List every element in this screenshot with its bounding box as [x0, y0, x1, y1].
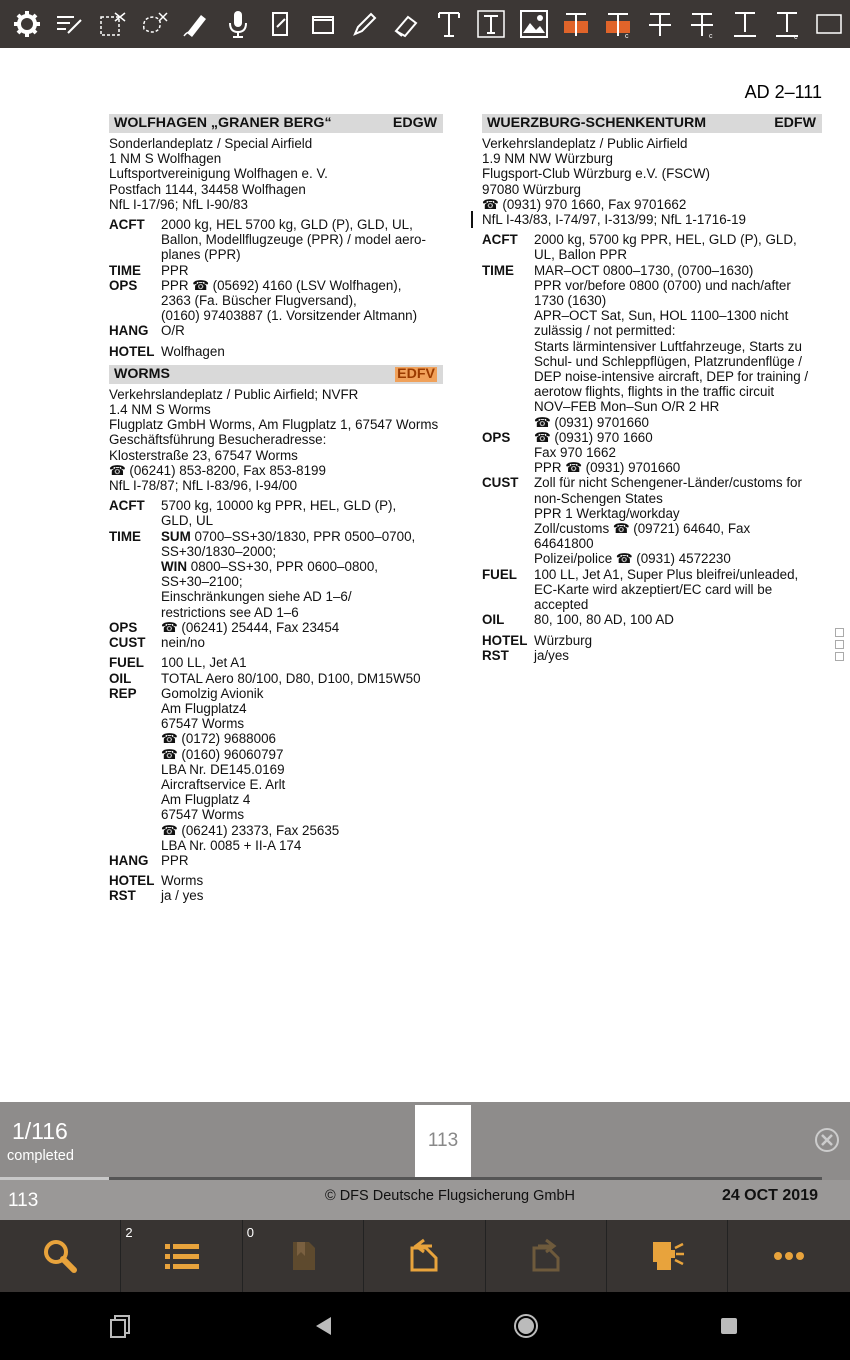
prop-time: [482, 263, 822, 430]
airfield-properties: [109, 873, 443, 903]
prop-value: [161, 263, 443, 278]
eraser-icon: [392, 9, 422, 39]
info-line: 97080 Würzburg: [482, 181, 581, 197]
stop-square-icon: [716, 1313, 742, 1339]
note-button[interactable]: [259, 0, 301, 48]
current-page-number: 113: [8, 1190, 39, 1211]
more-icon: [769, 1236, 809, 1276]
info-line: Flugplatz GmbH Worms, Am Flugplatz 1, 67547 Worms: [109, 417, 439, 433]
pencil-icon: [350, 9, 380, 39]
microphone-icon: [223, 9, 253, 39]
info-line: Luftsportvereinigung Wolfhagen e. V.: [109, 166, 328, 182]
prop-key: TIME: [482, 262, 514, 278]
prop-oil: [482, 612, 822, 627]
airfield-properties: [109, 655, 443, 868]
page-footer: [0, 1180, 850, 1220]
text-box-icon: [476, 9, 506, 39]
season-win-line: SS+30–2100;: [161, 574, 243, 590]
info-line: 1.9 NM NW Würzburg: [482, 151, 613, 167]
prop-value: [161, 278, 443, 324]
prop-value-line: Am Flugplatz4: [161, 700, 247, 716]
svg-text:c: c: [793, 34, 798, 39]
prop-value-line: Würzburg: [534, 632, 593, 648]
prop-value-line: accepted: [534, 597, 589, 613]
prop-value-line: ☎ (06241) 23373, Fax 25635: [161, 822, 340, 838]
prop-acft: [482, 232, 822, 262]
underline-button[interactable]: [723, 0, 765, 48]
strikeout-button[interactable]: [639, 0, 681, 48]
prop-value: [161, 873, 443, 888]
restriction-line: restrictions see AD 1–6: [161, 604, 299, 620]
side-marker: [835, 640, 844, 649]
prop-value-line: 100 LL, Jet A1: [161, 655, 247, 671]
prop-value-line: (0160) 97403887 (1. Vorsitzender Altmann): [161, 308, 418, 324]
prop-value: [534, 633, 822, 648]
prop-value-line: Zoll/customs ☎ (09721) 64640, Fax: [534, 521, 751, 537]
prop-value-line: 2000 kg, HEL 5700 kg, GLD (P), GLD, UL,: [161, 217, 413, 233]
pen-icon: [181, 9, 211, 39]
prop-value-line: Polizei/police ☎ (0931) 4572230: [534, 551, 731, 567]
prop-value-line: GLD, UL: [161, 513, 214, 529]
prop-value: [161, 498, 443, 528]
airfield-info: [109, 387, 443, 493]
prop-value: [161, 620, 443, 635]
prop-value: [161, 686, 443, 853]
underline-copy-button[interactable]: [766, 0, 808, 48]
pdf-page[interactable]: [0, 48, 850, 1102]
page-thumbnail[interactable]: 113: [415, 1105, 471, 1177]
prop-time: [109, 529, 443, 620]
prop-cust: [109, 635, 443, 650]
prop-value: [534, 648, 822, 663]
airfield-info: [482, 136, 822, 212]
info-line: Geschäftsführung Besucheradresse:: [109, 432, 327, 448]
prop-value-line: 1730 (1630): [534, 293, 607, 309]
home-circle-icon: [513, 1313, 539, 1339]
prop-key: OPS: [109, 619, 138, 635]
prop-value-line: Wolfhagen: [161, 343, 225, 359]
prop-hotel: [482, 633, 822, 648]
prop-value: [534, 430, 822, 476]
prop-value: [161, 217, 443, 263]
overview-button[interactable]: [709, 1306, 749, 1346]
rectangle-button[interactable]: [808, 0, 850, 48]
prop-value-line: TOTAL Aero 80/100, D80, D100, DM15W50: [161, 670, 421, 686]
highlight-copy-text-icon: [603, 9, 633, 39]
lasso-cut-icon: [139, 9, 169, 39]
prop-value-line: ja / yes: [161, 888, 204, 904]
airfield-name: WORMS: [114, 365, 170, 382]
info-line: 1 NM S Wolfhagen: [109, 151, 222, 167]
prop-rst: [109, 888, 443, 903]
footer-date: 24 OCT 2019: [721, 1187, 818, 1204]
more-button[interactable]: [728, 1220, 849, 1292]
prop-value: [161, 888, 443, 903]
prop-value-line: 67547 Worms: [161, 807, 245, 823]
prop-value: [161, 344, 443, 359]
settings-button[interactable]: [6, 0, 48, 48]
prop-key: HOTEL: [109, 873, 155, 889]
prop-value-line: O/R: [161, 323, 185, 339]
back-triangle-icon: [311, 1313, 337, 1339]
prop-key: OIL: [109, 670, 132, 686]
right-column: [482, 114, 822, 663]
footer-copyright: © DFS Deutsche Flugsicherung GmbH: [325, 1188, 576, 1204]
go-forward-button[interactable]: [486, 1220, 607, 1292]
prop-value-line: PPR: [161, 852, 189, 868]
prop-value-line: 2363 (Fa. Büscher Flugversand),: [161, 293, 357, 309]
prop-value-line: zulässig / not permitted:: [534, 323, 676, 339]
list-button[interactable]: [121, 1220, 242, 1292]
prop-key: OPS: [109, 277, 138, 293]
home-button[interactable]: [506, 1306, 546, 1346]
info-line: NfL I-17/96; NfL I-90/83: [109, 196, 248, 212]
prop-value-line: PPR ☎ (05692) 4160 (LSV Wolfhagen),: [161, 277, 402, 293]
prop-key: HOTEL: [482, 632, 528, 648]
prop-key: TIME: [109, 528, 141, 544]
eraser-button[interactable]: [386, 0, 428, 48]
prop-value-line: Schul- und Schleppflügen, Platzrundenflüge /: [534, 353, 802, 369]
prop-value: [534, 612, 822, 627]
amended-line: NfL I-43/83, I-74/97, I-313/99; NfL 1-1716-19: [482, 212, 822, 227]
prop-value-line: ☎ (06241) 25444, Fax 23454: [161, 619, 340, 635]
info-line: ☎ (0931) 970 1660, Fax 9701662: [482, 196, 687, 212]
speak-icon: [647, 1236, 687, 1276]
strikeout-text-icon: [645, 9, 675, 39]
annotation-toolbar: [0, 0, 850, 48]
left-column: [109, 114, 443, 904]
prop-value: [161, 635, 443, 650]
airfield-name: WOLFHAGEN „GRANER BERG“: [114, 114, 332, 131]
prop-value-line: Zoll für nicht Schengener-Länder/customs for: [534, 475, 802, 491]
prop-ops: [109, 278, 443, 324]
prop-value-line: Aircraftservice E. Arlt: [161, 776, 286, 792]
prop-value: [161, 853, 443, 868]
airfield-properties: [482, 232, 822, 627]
underline-copy-text-icon: [772, 9, 802, 39]
go-back-icon: [404, 1236, 444, 1276]
strikeout-copy-button[interactable]: [681, 0, 723, 48]
highlight-button[interactable]: [555, 0, 597, 48]
season-win-line: 0800–SS+30, PPR 0600–0800,: [187, 559, 379, 575]
icao-code: EDGW: [392, 114, 437, 131]
prop-value-line: DEP noise-intensive aircraft, DEP for training /: [534, 369, 809, 385]
season-sum-line: SS+30/1830–2000;: [161, 543, 277, 559]
airfield-properties: [482, 633, 822, 663]
pencil-button[interactable]: [344, 0, 386, 48]
prop-value-line: ja/yes: [534, 647, 569, 663]
prop-key: HOTEL: [109, 343, 155, 359]
bookmark-back-button[interactable]: [243, 1220, 364, 1292]
prop-value-line: 5700 kg, 10000 kg PPR, HEL, GLD (P),: [161, 498, 397, 514]
prop-value-line: PPR ☎ (0931) 9701660: [534, 460, 681, 476]
prop-value-line: PPR vor/before 0800 (0700) und nach/after: [534, 277, 791, 293]
prop-value-line: Gomolzig Avionik: [161, 685, 264, 701]
info-line: Flugsport-Club Würzburg e.V. (FSCW): [482, 166, 710, 182]
icao-code-highlighted[interactable]: EDFV: [397, 365, 435, 382]
progress-count: 1/116: [12, 1118, 68, 1144]
prop-value-line: Worms: [161, 873, 204, 889]
svg-text:c: c: [709, 33, 713, 39]
progress-status: completed: [7, 1148, 74, 1164]
prop-value-line: MAR–OCT 0800–1730, (0700–1630): [534, 262, 754, 278]
text-box-button[interactable]: [470, 0, 512, 48]
airfield-info: [109, 136, 443, 212]
prop-value-line: Am Flugplatz 4: [161, 792, 251, 808]
prop-value-line: UL, Ballon PPR: [534, 247, 628, 263]
prop-value-line: PPR 1 Werktag/workday: [534, 505, 680, 521]
prop-rst: [482, 648, 822, 663]
restriction-line: Einschränkungen siehe AD 1–6/: [161, 589, 352, 605]
prop-value-line: planes (PPR): [161, 247, 241, 263]
prop-value-line: ☎ (0160) 96060797: [161, 746, 284, 762]
prop-time: [109, 263, 443, 278]
rectangle-icon: [814, 9, 844, 39]
prop-value-line: ☎ (0172) 9688006: [161, 731, 276, 747]
prop-key: CUST: [109, 635, 146, 651]
prop-value-line: Starts lärmintensiver Luftfahrzeuge, Starts zu: [534, 338, 802, 354]
prop-value-line: LBA Nr. DE145.0169: [161, 761, 285, 777]
prop-key: CUST: [482, 475, 519, 491]
prop-value-line: APR–OCT Sat, Sun, HOL 1100–1300 nicht: [534, 308, 789, 324]
underline-text-icon: [730, 9, 760, 39]
prop-key: FUEL: [109, 655, 144, 671]
prop-hotel: [109, 873, 443, 888]
strikeout-copy-text-icon: [687, 9, 717, 39]
back-button[interactable]: [304, 1306, 344, 1346]
prop-hotel: [109, 344, 443, 359]
select-cut-button[interactable]: [90, 0, 132, 48]
prop-value-line: aerotow flights, flights in the traffic circuit: [534, 384, 775, 400]
prop-cust: [482, 475, 822, 566]
page-label: AD 2–111: [744, 82, 822, 102]
prop-value-line: Fax 970 1662: [534, 445, 616, 461]
prop-value-line: ☎ (0931) 970 1660: [534, 429, 653, 445]
prop-key: OIL: [482, 612, 505, 628]
text-button[interactable]: [428, 0, 470, 48]
season-sum-label: SUM: [161, 528, 191, 544]
info-line: Verkehrslandeplatz / Public Airfield: [482, 136, 688, 151]
lasso-cut-button[interactable]: [133, 0, 175, 48]
prop-value-line: 2000 kg, 5700 kg PPR, HEL, GLD (P), GLD,: [534, 232, 797, 248]
side-marker: [835, 628, 844, 637]
airfield-name: WUERZBURG-SCHENKENTURM: [487, 114, 707, 131]
recent-apps-icon: [108, 1313, 134, 1339]
speak-button[interactable]: [607, 1220, 728, 1292]
prop-value: [534, 567, 822, 613]
side-marker: [835, 652, 844, 661]
highlight-text-icon: [561, 9, 591, 39]
prop-acft: [109, 498, 443, 528]
prop-key: ACFT: [109, 498, 145, 514]
airfield-header-worms: [109, 365, 443, 384]
system-nav-bar: [0, 1292, 850, 1360]
info-line: Verkehrslandeplatz / Public Airfield; NVFR: [109, 386, 359, 402]
prop-ops: [109, 620, 443, 635]
prop-key: HANG: [109, 323, 149, 339]
prop-value: [161, 323, 443, 338]
prop-key: ACFT: [482, 232, 518, 248]
list-badge: 2: [125, 1225, 133, 1240]
info-line: NfL I-78/87; NfL I-83/96, I-94/00: [109, 478, 298, 494]
prop-key: REP: [109, 685, 137, 701]
settings-icon: [12, 9, 42, 39]
prop-value-line: nein/no: [161, 635, 205, 651]
prop-value-line: LBA Nr. 0085 + II-A 174: [161, 837, 302, 853]
image-icon: [519, 9, 549, 39]
info-line: 1.4 NM S Worms: [109, 402, 211, 418]
search-icon: [40, 1236, 80, 1276]
prop-key: TIME: [109, 262, 141, 278]
info-line: Klosterstraße 23, 67547 Worms: [109, 447, 298, 463]
prop-key: RST: [482, 647, 509, 663]
go-forward-icon: [526, 1236, 566, 1276]
note-icon: [265, 9, 295, 39]
bookmark-badge: 0: [246, 1225, 255, 1240]
prop-value: [161, 671, 443, 686]
info-line: Sonderlandeplatz / Special Airfield: [109, 136, 313, 151]
prop-value-line: ☎ (0931) 9701660: [534, 414, 649, 430]
prop-value: [534, 475, 822, 566]
highlight-copy-button[interactable]: [597, 0, 639, 48]
prop-hang: [109, 853, 443, 868]
season-win-label: WIN: [161, 559, 188, 575]
prop-value: [161, 655, 443, 670]
icao-code: EDFW: [774, 114, 816, 131]
prop-value-line: Ballon, Modellflugzeuge (PPR) / model aero-: [161, 232, 426, 248]
search-button[interactable]: [0, 1220, 121, 1292]
prop-fuel: [109, 655, 443, 670]
prop-key: RST: [109, 888, 136, 904]
prop-value-line: 64641800: [534, 536, 594, 552]
prop-acft: [109, 217, 443, 263]
progress-overlay: [0, 1102, 850, 1180]
close-icon[interactable]: [814, 1127, 840, 1153]
info-line: ☎ (06241) 853-8200, Fax 853-8199: [109, 462, 326, 478]
prop-rep: [109, 686, 443, 853]
prop-key: OPS: [482, 429, 511, 445]
go-back-button[interactable]: [364, 1220, 485, 1292]
annotations-list-button[interactable]: [48, 0, 90, 48]
select-cut-icon: [97, 9, 127, 39]
prop-oil: [109, 671, 443, 686]
prop-value-line: EC-Karte wird akzeptiert/EC card will be: [534, 581, 773, 597]
voice-note-button[interactable]: [217, 0, 259, 48]
prop-value-line: 67547 Worms: [161, 716, 245, 732]
image-button[interactable]: [512, 0, 554, 48]
season-sum-line: 0700–SS+30/1830, PPR 0500–0700,: [190, 528, 416, 544]
pen-button[interactable]: [175, 0, 217, 48]
airfield-properties: [109, 620, 443, 650]
text-icon: [434, 9, 464, 39]
tab-shape-icon: [308, 9, 338, 39]
airfield-header-wolfhagen: [109, 114, 443, 133]
prop-hang: [109, 323, 443, 338]
prop-value: [161, 529, 443, 620]
info-line: Postfach 1144, 34458 Wolfhagen: [109, 181, 306, 197]
prop-value-line: non-Schengen States: [534, 490, 663, 506]
prop-value: [534, 232, 822, 262]
prop-key: FUEL: [482, 566, 517, 582]
prop-value-line: PPR: [161, 262, 189, 278]
prop-value: [534, 263, 822, 430]
svg-text:c: c: [624, 33, 629, 39]
prop-value-line: 100 LL, Jet A1, Super Plus bleifrei/unleaded,: [534, 566, 799, 582]
prop-value-line: NOV–FEB Mon–Sun O/R 2 HR: [534, 399, 720, 415]
prop-key: HANG: [109, 852, 149, 868]
prop-key: ACFT: [109, 217, 145, 233]
prop-value-line: 80, 100, 80 AD, 100 AD: [534, 612, 674, 628]
airfield-header-wuerzburg: [482, 114, 822, 133]
prop-fuel: [482, 567, 822, 613]
bottom-toolbar: [0, 1220, 850, 1292]
edit-list-icon: [54, 9, 84, 39]
airfield-properties: [109, 217, 443, 359]
shape-button[interactable]: [301, 0, 343, 48]
list-icon: [162, 1236, 202, 1276]
recent-apps-button[interactable]: [101, 1306, 141, 1346]
bookmark-back-icon: [283, 1236, 323, 1276]
prop-ops: [482, 430, 822, 476]
